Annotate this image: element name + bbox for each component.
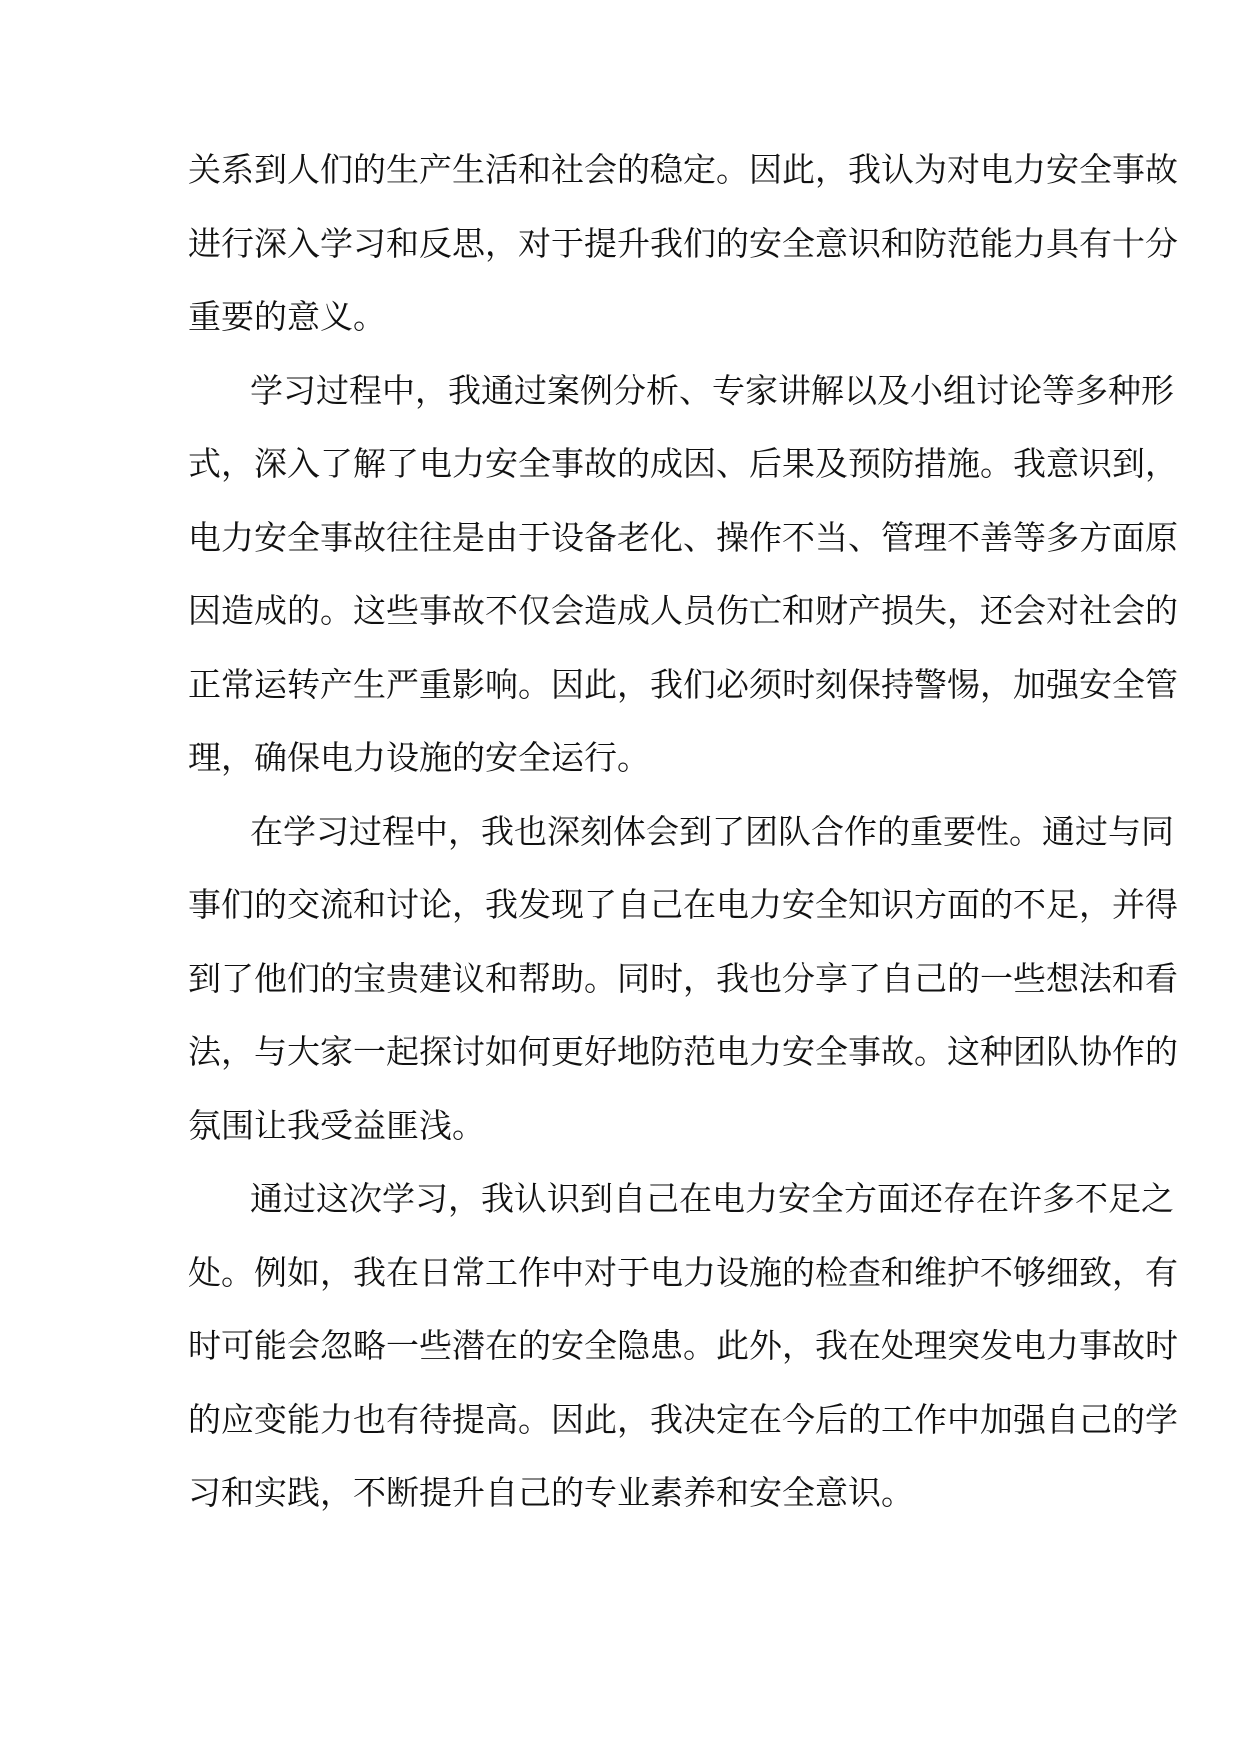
text-line: 时可能会忽略一些潜在的安全隐患。此外，我在处理突发电力事故时 (188, 1326, 1178, 1365)
paragraph (188, 1169, 1178, 1537)
text-line: 学习过程中，我通过案例分析、专家讲解以及小组讨论等多种形 (250, 370, 1174, 410)
text-line: 习和实践，不断提升自己的专业素养和安全意识。 (188, 1473, 914, 1512)
paragraph (188, 802, 1178, 1170)
text-line: 因造成的。这些事故不仅会造成人员伤亡和财产损失，还会对社会的 (188, 591, 1178, 630)
paragraph (188, 140, 1178, 361)
text-line: 关系到人们的生产生活和社会的稳定。因此，我认为对电力安全事故 (188, 150, 1178, 189)
text-line: 处。例如，我在日常工作中对于电力设施的检查和维护不够细致，有 (188, 1252, 1178, 1292)
text-line: 氛围让我受益匪浅。 (188, 1105, 485, 1145)
text-line: 在学习过程中，我也深刻体会到了团队合作的重要性。通过与同 (250, 811, 1174, 851)
text-line: 法，与大家一起探讨如何更好地防范电力安全事故。这种团队协作的 (188, 1032, 1178, 1071)
text-line: 到了他们的宝贵建议和帮助。同时，我也分享了自己的一些想法和看 (188, 958, 1178, 998)
text-line: 理，确保电力设施的安全运行。 (188, 738, 650, 777)
text-line: 的应变能力也有待提高。因此，我决定在今后的工作中加强自己的学 (188, 1399, 1178, 1439)
text-line: 通过这次学习，我认识到自己在电力安全方面还存在许多不足之 (250, 1179, 1174, 1218)
text-line: 正常运转产生严重影响。因此，我们必须时刻保持警惕，加强安全管 (188, 664, 1178, 704)
text-line: 进行深入学习和反思，对于提升我们的安全意识和防范能力具有十分 (188, 223, 1178, 263)
body-text (188, 140, 1178, 1537)
text-line: 事们的交流和讨论，我发现了自己在电力安全知识方面的不足，并得 (188, 885, 1178, 924)
text-line: 电力安全事故往往是由于设备老化、操作不当、管理不善等多方面原 (188, 517, 1178, 557)
text-line: 式，深入了解了电力安全事故的成因、后果及预防措施。我意识到， (188, 444, 1178, 483)
paragraph (188, 361, 1178, 802)
text-line: 重要的意义。 (188, 297, 386, 336)
